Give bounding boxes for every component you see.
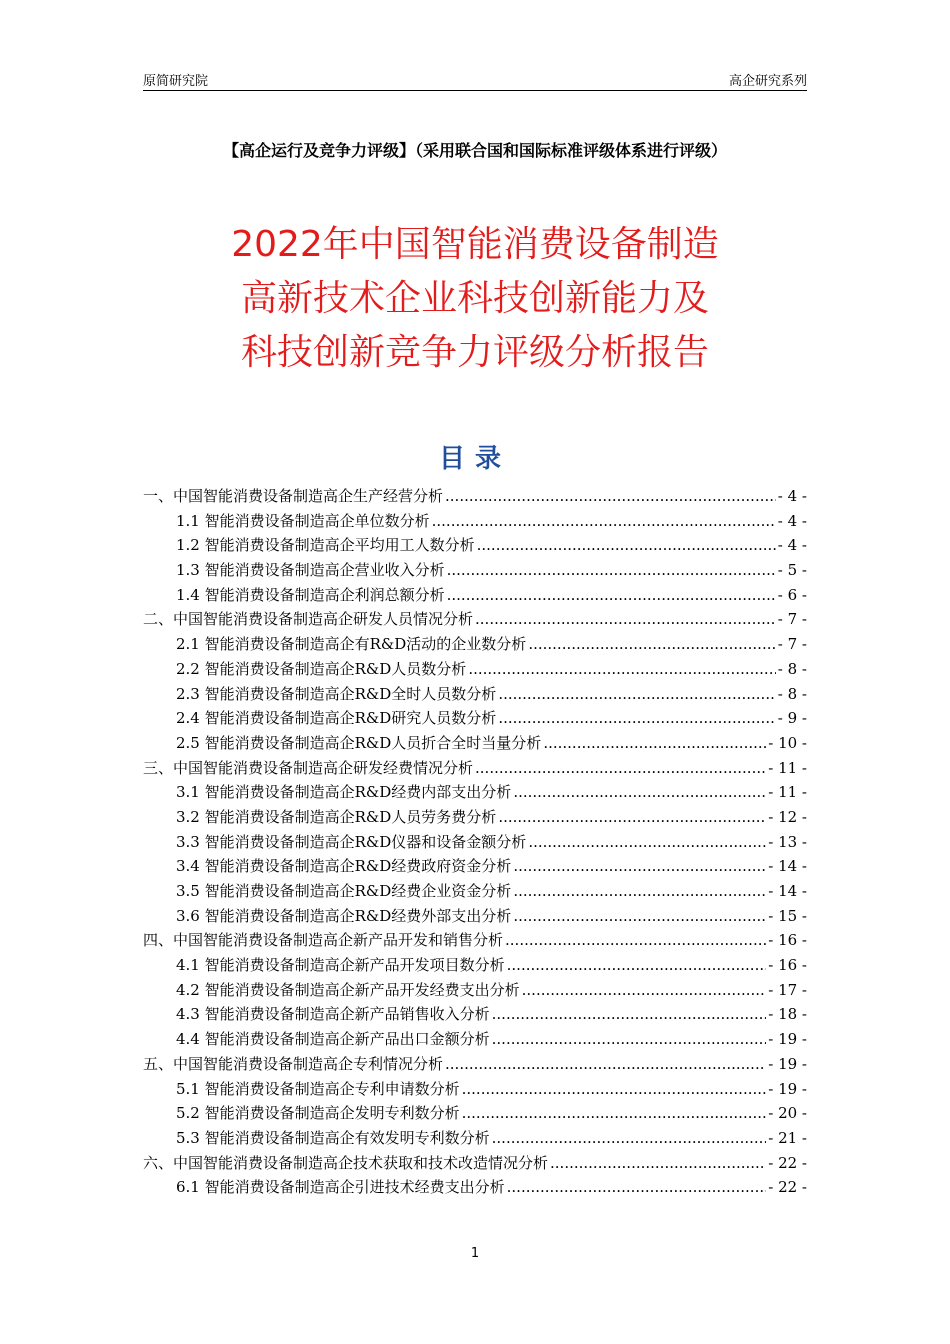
toc-leader-dots bbox=[445, 484, 776, 509]
toc-entry-page: - 17 - bbox=[768, 980, 807, 999]
toc-entry[interactable] bbox=[143, 805, 807, 830]
toc-entry-label: 二、中国智能消费设备制造高企研发人员情况分析 bbox=[143, 610, 474, 629]
toc-entry-page: - 4 - bbox=[777, 487, 807, 505]
toc-leader-dots bbox=[513, 904, 766, 929]
toc-entry-label: 2.3 智能消费设备制造高企R&D全时人员数分析 bbox=[176, 684, 497, 703]
toc-entry-label: 2.2 智能消费设备制造高企R&D人员数分析 bbox=[176, 659, 467, 678]
toc-entry-label: 4.2 智能消费设备制造高企新产品开发经费支出分析 bbox=[176, 980, 520, 999]
toc-entry-page: - 15 - bbox=[768, 906, 807, 925]
toc-leader-dots bbox=[462, 1101, 767, 1126]
toc-entry-label: 3.2 智能消费设备制造高企R&D人员劳务费分析 bbox=[176, 807, 497, 826]
toc-leader-dots bbox=[513, 854, 766, 879]
toc-entry-label: 4.4 智能消费设备制造高企新产品出口金额分析 bbox=[176, 1030, 490, 1049]
header-right: 高企研究系列 bbox=[728, 74, 807, 89]
toc-leader-dots bbox=[522, 978, 767, 1003]
toc-leader-dots bbox=[507, 1175, 767, 1200]
toc-entry-page: - 7 - bbox=[777, 635, 807, 654]
toc-entry-page: - 8 - bbox=[777, 659, 807, 678]
toc-entry-page: - 12 - bbox=[768, 807, 807, 826]
toc-entry-label: 1.2 智能消费设备制造高企平均用工人数分析 bbox=[176, 536, 475, 555]
toc-entry-label: 一、中国智能消费设备制造高企生产经营分析 bbox=[143, 487, 444, 505]
toc-leader-dots bbox=[462, 1077, 767, 1102]
toc-leader-dots bbox=[477, 533, 776, 558]
toc-leader-dots bbox=[505, 928, 766, 953]
toc-entry-page: - 19 - bbox=[768, 1054, 807, 1073]
toc-entry-page: - 22 - bbox=[768, 1178, 807, 1197]
toc-entry[interactable] bbox=[143, 1077, 807, 1102]
toc-entry-label: 3.1 智能消费设备制造高企R&D经费内部支出分析 bbox=[176, 783, 512, 802]
toc-entry[interactable] bbox=[143, 1101, 807, 1126]
toc-entry[interactable] bbox=[143, 830, 807, 855]
report-title bbox=[0, 218, 950, 380]
toc-entry[interactable] bbox=[143, 558, 807, 583]
toc-entry-label: 2.4 智能消费设备制造高企R&D研究人员数分析 bbox=[176, 709, 497, 728]
toc-leader-dots bbox=[475, 607, 776, 632]
toc-entry[interactable] bbox=[143, 583, 807, 608]
toc-entry[interactable] bbox=[143, 509, 807, 534]
page-header bbox=[143, 68, 807, 91]
toc-entry-label: 四、中国智能消费设备制造高企新产品开发和销售分析 bbox=[143, 931, 504, 950]
toc-leader-dots bbox=[492, 1027, 767, 1052]
toc-leader-dots bbox=[447, 558, 776, 583]
toc-entry-page: - 16 - bbox=[768, 931, 807, 950]
toc-entry-label: 三、中国智能消费设备制造高企研发经费情况分析 bbox=[143, 758, 474, 777]
toc-entry-page: - 18 - bbox=[768, 1005, 807, 1024]
toc-entry-label: 2.1 智能消费设备制造高企有R&D活动的企业数分析 bbox=[176, 635, 527, 654]
toc-leader-dots bbox=[498, 805, 766, 830]
toc-entry[interactable] bbox=[143, 1027, 807, 1052]
toc-leader-dots bbox=[492, 1002, 767, 1027]
header-left: 原简研究院 bbox=[143, 74, 209, 89]
title-line-1: 2022年中国智能消费设备制造 bbox=[231, 224, 719, 265]
toc-entry[interactable] bbox=[143, 657, 807, 682]
toc-entry-label: 五、中国智能消费设备制造高企专利情况分析 bbox=[143, 1054, 444, 1073]
toc-leader-dots bbox=[468, 657, 775, 682]
toc-entry-page: - 11 - bbox=[768, 783, 807, 802]
toc-entry-label: 5.1 智能消费设备制造高企专利申请数分析 bbox=[176, 1079, 460, 1098]
toc-leader-dots bbox=[445, 1052, 766, 1077]
toc-entry[interactable] bbox=[143, 1126, 807, 1151]
toc-entry-page: - 19 - bbox=[768, 1079, 807, 1098]
toc-entry-page: - 6 - bbox=[777, 585, 807, 604]
toc-entry-label: 3.6 智能消费设备制造高企R&D经费外部支出分析 bbox=[176, 906, 512, 925]
toc-entry-label: 2.5 智能消费设备制造高企R&D人员折合全时当量分析 bbox=[176, 733, 542, 752]
toc-entry-label: 4.1 智能消费设备制造高企新产品开发项目数分析 bbox=[176, 956, 505, 975]
toc-entry-label: 3.4 智能消费设备制造高企R&D经费政府资金分析 bbox=[176, 857, 512, 876]
report-subtitle: 【高企运行及竞争力评级】（采用联合国和国际标准评级体系进行评级） bbox=[222, 141, 727, 160]
toc-entry[interactable] bbox=[143, 953, 807, 978]
table-of-contents bbox=[143, 484, 807, 1200]
toc-leader-dots bbox=[492, 1126, 767, 1151]
toc-leader-dots bbox=[498, 706, 775, 731]
toc-leader-dots bbox=[447, 583, 776, 608]
page-number: 1 bbox=[470, 1246, 480, 1261]
toc-leader-dots bbox=[543, 731, 766, 756]
toc-entry-label: 6.1 智能消费设备制造高企引进技术经费支出分析 bbox=[176, 1178, 505, 1197]
toc-entry-label: 5.3 智能消费设备制造高企有效发明专利数分析 bbox=[176, 1128, 490, 1147]
title-line-3: 科技创新竞争力评级分析报告 bbox=[240, 332, 709, 373]
toc-entry-page: - 13 - bbox=[768, 832, 807, 851]
title-line-2: 高新技术企业科技创新能力及 bbox=[240, 278, 709, 319]
toc-entry[interactable] bbox=[143, 731, 807, 756]
toc-entry[interactable] bbox=[143, 1175, 807, 1200]
toc-entry[interactable] bbox=[143, 632, 807, 657]
toc-entry-page: - 9 - bbox=[777, 709, 807, 728]
toc-leader-dots bbox=[498, 682, 775, 707]
toc-entry[interactable] bbox=[143, 1151, 807, 1176]
toc-entry-page: - 14 - bbox=[768, 882, 807, 900]
toc-entry-label: 5.2 智能消费设备制造高企发明专利数分析 bbox=[176, 1104, 460, 1123]
toc-entry-label: 4.3 智能消费设备制造高企新产品销售收入分析 bbox=[176, 1005, 490, 1024]
toc-entry-page: - 21 - bbox=[768, 1128, 807, 1147]
toc-entry-page: - 20 - bbox=[768, 1104, 807, 1123]
toc-entry[interactable] bbox=[143, 780, 807, 805]
toc-entry[interactable] bbox=[143, 879, 807, 904]
toc-entry-page: - 7 - bbox=[777, 610, 807, 629]
toc-entry-page: - 16 - bbox=[768, 956, 807, 975]
toc-entry[interactable] bbox=[143, 854, 807, 879]
toc-entry-page: - 14 - bbox=[768, 857, 807, 876]
toc-leader-dots bbox=[528, 632, 775, 657]
toc-entry-label: 3.3 智能消费设备制造高企R&D仪器和设备金额分析 bbox=[176, 832, 527, 851]
toc-entry-page: - 4 - bbox=[777, 511, 807, 530]
toc-entry[interactable] bbox=[143, 607, 807, 632]
toc-entry[interactable] bbox=[143, 706, 807, 731]
toc-entry[interactable] bbox=[143, 1052, 807, 1077]
toc-entry-page: - 4 - bbox=[777, 536, 807, 555]
toc-entry[interactable] bbox=[143, 978, 807, 1003]
toc-heading: 目录 bbox=[438, 444, 511, 474]
toc-leader-dots bbox=[550, 1151, 766, 1176]
toc-entry-label: 3.5 智能消费设备制造高企R&D经费企业资金分析 bbox=[176, 882, 512, 900]
toc-entry[interactable] bbox=[143, 484, 807, 509]
toc-entry-page: - 5 - bbox=[777, 561, 807, 580]
toc-entry-label: 六、中国智能消费设备制造高企技术获取和技术改造情况分析 bbox=[143, 1153, 549, 1172]
toc-entry-label: 1.1 智能消费设备制造高企单位数分析 bbox=[176, 511, 430, 530]
toc-entry[interactable] bbox=[143, 928, 807, 953]
toc-entry[interactable] bbox=[143, 904, 807, 929]
toc-leader-dots bbox=[528, 830, 766, 855]
toc-leader-dots bbox=[475, 756, 766, 781]
toc-leader-dots bbox=[513, 879, 766, 904]
toc-entry-label: 1.4 智能消费设备制造高企利润总额分析 bbox=[176, 585, 445, 604]
toc-entry-page: - 11 - bbox=[768, 758, 807, 777]
toc-entry-page: - 10 - bbox=[768, 733, 807, 752]
toc-leader-dots bbox=[513, 780, 766, 805]
toc-entry-label: 1.3 智能消费设备制造高企营业收入分析 bbox=[176, 561, 445, 580]
toc-leader-dots bbox=[507, 953, 767, 978]
toc-entry[interactable] bbox=[143, 1002, 807, 1027]
toc-entry-page: - 8 - bbox=[777, 684, 807, 703]
toc-leader-dots bbox=[432, 509, 776, 534]
toc-entry[interactable] bbox=[143, 533, 807, 558]
toc-entry-page: - 19 - bbox=[768, 1030, 807, 1049]
toc-entry[interactable] bbox=[143, 756, 807, 781]
toc-entry-page: - 22 - bbox=[768, 1153, 807, 1172]
toc-entry[interactable] bbox=[143, 682, 807, 707]
